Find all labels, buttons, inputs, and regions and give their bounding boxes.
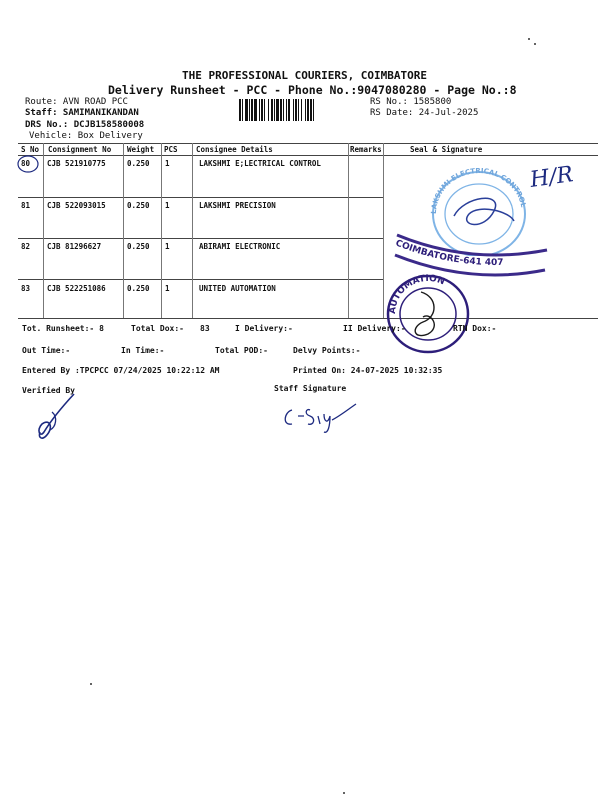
barcode-bar bbox=[264, 99, 265, 121]
row-sno: 83 bbox=[21, 284, 31, 293]
row-pcs: 1 bbox=[165, 242, 170, 251]
seal-text: LAKSHMI ELECTRICAL CONTROL bbox=[429, 166, 528, 215]
row-consignment: CJB 521910775 bbox=[47, 159, 106, 168]
seal-text: AUTOMATION bbox=[387, 273, 447, 315]
rs-number: RS No.: 1585800 bbox=[370, 97, 452, 107]
runsheet-subtitle: Delivery Runsheet - PCC - Phone No.:9047080280 - Page No.:8 bbox=[108, 83, 517, 97]
handwritten-circle-mark bbox=[14, 152, 44, 176]
row-weight: 0.250 bbox=[127, 284, 150, 293]
row-divider bbox=[18, 279, 383, 280]
barcode-bar bbox=[239, 99, 241, 121]
company-title: THE PROFESSIONAL COURIERS, COIMBATORE bbox=[182, 69, 428, 82]
row-sno: 81 bbox=[21, 201, 31, 210]
barcode-bar bbox=[259, 99, 260, 121]
barcode-bar bbox=[313, 99, 314, 121]
row-consignee: ABIRAMI ELECTRONIC bbox=[199, 242, 281, 251]
row-pcs: 1 bbox=[165, 201, 170, 210]
route-label: Route: AVN ROAD PCC bbox=[25, 97, 128, 107]
barcode-bar bbox=[280, 99, 282, 121]
i-delivery: I Delivery:- bbox=[235, 324, 293, 333]
row-weight: 0.250 bbox=[127, 242, 150, 251]
row-weight: 0.250 bbox=[127, 159, 150, 168]
staff-signature-label: Staff Signature bbox=[274, 384, 347, 393]
table-bottom-rule bbox=[18, 318, 598, 319]
table-top-rule bbox=[18, 143, 598, 144]
barcode-bar bbox=[274, 99, 275, 121]
col-header-consignment: Consignment No bbox=[48, 145, 112, 154]
entered-by: Entered By :TPCPCC 07/24/2025 10:22:12 AM bbox=[22, 366, 220, 375]
col-header-remarks: Remarks bbox=[350, 145, 382, 154]
staff-label: Staff: SAMIMANIKANDAN bbox=[25, 108, 139, 118]
row-consignment: CJB 522093015 bbox=[47, 201, 106, 210]
total-dox-label: Total Dox:- bbox=[131, 324, 184, 333]
row-sno: 82 bbox=[21, 242, 31, 251]
barcode-bar bbox=[271, 99, 273, 121]
col-header-pcs: PCS bbox=[164, 145, 178, 154]
row-divider bbox=[18, 238, 383, 239]
row-weight: 0.250 bbox=[127, 201, 150, 210]
total-dox-value: 83 bbox=[200, 324, 210, 333]
seal-text: COIMBATORE-641 407 bbox=[393, 238, 504, 269]
col-divider bbox=[123, 143, 124, 318]
barcode-bar bbox=[249, 99, 250, 121]
row-sno: 80 bbox=[21, 159, 31, 168]
tot-runsheet: Tot. Runsheet:- 8 bbox=[22, 324, 104, 333]
barcode-bar bbox=[261, 99, 263, 121]
barcode-bar bbox=[276, 99, 279, 121]
total-pod: Total POD:- bbox=[215, 346, 268, 355]
verified-by-label: Verified By bbox=[22, 386, 75, 395]
svg-text:COIMBATORE-641 407 bbox=[394, 239, 504, 269]
col-header-seal: Seal & Signature bbox=[410, 145, 483, 154]
scan-speck bbox=[534, 43, 536, 45]
svg-text:LAKSHMI ELECTRICAL CONTROL bbox=[430, 167, 528, 214]
barcode-bar bbox=[288, 99, 290, 121]
barcode-bar bbox=[245, 99, 248, 121]
col-header-consignee: Consignee Details bbox=[196, 145, 273, 154]
rtn-dox: RTN Dox:- bbox=[453, 324, 497, 333]
rs-date: RS Date: 24-Jul-2025 bbox=[370, 108, 479, 118]
barcode-bar bbox=[310, 99, 312, 121]
barcode-bar bbox=[286, 99, 287, 121]
company-seal-stamp-purple bbox=[385, 220, 555, 280]
scan-speck bbox=[343, 792, 345, 794]
svg-text:AUTOMATION bbox=[388, 274, 446, 314]
table-header-rule bbox=[18, 155, 598, 156]
row-pcs: 1 bbox=[165, 284, 170, 293]
barcode-bar bbox=[293, 99, 294, 121]
drs-number: DRS No.: DCJB158580008 bbox=[25, 120, 145, 130]
out-time: Out Time:- bbox=[22, 346, 71, 355]
barcode-bar bbox=[254, 99, 257, 121]
barcode bbox=[239, 99, 360, 121]
ii-delivery: II Delivery:- bbox=[343, 324, 406, 333]
staff-signature bbox=[280, 400, 360, 436]
in-time: In Time:- bbox=[121, 346, 165, 355]
barcode-bar bbox=[242, 99, 243, 121]
col-divider bbox=[161, 143, 162, 318]
verified-by-signature bbox=[32, 392, 82, 442]
barcode-bar bbox=[305, 99, 306, 121]
barcode-bar bbox=[307, 99, 309, 121]
barcode-bar bbox=[268, 99, 269, 121]
scan-speck bbox=[528, 38, 530, 40]
row-divider bbox=[18, 197, 383, 198]
row-consignee: UNITED AUTOMATION bbox=[199, 284, 276, 293]
col-divider bbox=[192, 143, 193, 318]
row-consignment: CJB 81296627 bbox=[47, 242, 102, 251]
row-pcs: 1 bbox=[165, 159, 170, 168]
handwritten-initials: H/R bbox=[528, 162, 575, 193]
col-divider bbox=[348, 143, 349, 318]
delvy-points: Delvy Points:- bbox=[293, 346, 361, 355]
col-header-weight: Weight bbox=[127, 145, 155, 154]
row-consignee: LAKSHMI E;LECTRICAL CONTROL bbox=[199, 159, 321, 168]
vehicle-label: Vehicle: Box Delivery bbox=[29, 131, 143, 141]
barcode-graphic bbox=[239, 99, 360, 121]
col-header-sno: S No bbox=[21, 145, 40, 154]
scan-speck bbox=[90, 683, 92, 685]
printed-on: Printed On: 24-07-2025 10:32:35 bbox=[293, 366, 443, 375]
barcode-bar bbox=[251, 99, 253, 121]
row-consignment: CJB 522251086 bbox=[47, 284, 106, 293]
company-seal-stamp-round bbox=[383, 272, 473, 356]
barcode-bar bbox=[301, 99, 302, 121]
barcode-bar bbox=[283, 99, 284, 121]
row-consignee: LAKSHMI PRECISION bbox=[199, 201, 276, 210]
barcode-bar bbox=[295, 99, 297, 121]
barcode-bar bbox=[298, 99, 299, 121]
